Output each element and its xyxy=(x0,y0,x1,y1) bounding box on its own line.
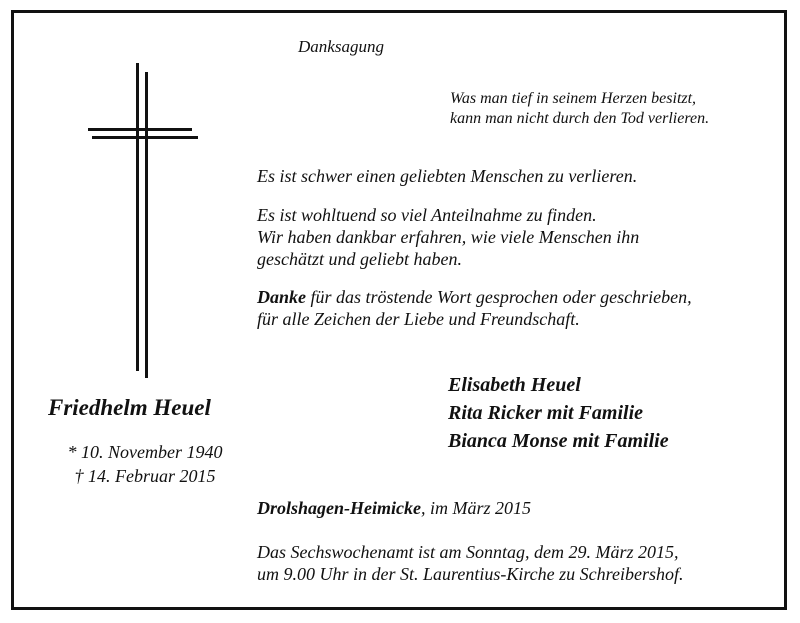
paragraph-1 xyxy=(257,165,637,187)
service-info xyxy=(257,541,683,585)
birth-date: * 10. November 1940 xyxy=(67,442,223,462)
text-line: für alle Zeichen der Liebe und Freundschaft. xyxy=(257,309,580,329)
place-date xyxy=(257,498,531,519)
text-line xyxy=(257,286,692,308)
text-line: um 9.00 Uhr in der St. Laurentius-Kirche zu Schreibershof. xyxy=(257,564,684,584)
signer-name: Elisabeth Heuel xyxy=(448,374,581,396)
death-date: † 14. Februar 2015 xyxy=(74,466,216,486)
thanks-rest: für das tröstende Wort gesprochen oder geschrieben, xyxy=(306,287,692,307)
month-year: , im März 2015 xyxy=(421,498,532,518)
text-line: geschätzt und geliebt haben. xyxy=(257,249,462,269)
paragraph-3 xyxy=(257,286,692,330)
signer-name: Bianca Monse mit Familie xyxy=(448,430,669,452)
motto-quote xyxy=(450,89,709,129)
signer-name: Rita Ricker mit Familie xyxy=(448,402,643,424)
town-name: Drolshagen-Heimicke xyxy=(257,498,421,518)
motto-line: Was man tief in seinem Herzen besitzt, xyxy=(450,90,697,107)
text-line: Wir haben dankbar erfahren, wie viele Menschen ihn xyxy=(257,227,640,247)
life-dates xyxy=(30,440,260,488)
text-line: Das Sechswochenamt ist am Sonntag, dem 29. März 2015, xyxy=(257,542,679,562)
paragraph-2 xyxy=(257,204,639,270)
thanks-word: Danke xyxy=(257,287,306,307)
text-line: Es ist wohltuend so viel Anteilnahme zu finden. xyxy=(257,205,597,225)
deceased-name: Friedhelm Heuel xyxy=(48,395,211,420)
motto-line: kann man nicht durch den Tod verlieren. xyxy=(450,110,710,127)
notice-heading: Danksagung xyxy=(298,37,384,56)
text-line: Es ist schwer einen geliebten Menschen zu verlieren. xyxy=(257,166,638,186)
signers-list xyxy=(448,371,669,455)
